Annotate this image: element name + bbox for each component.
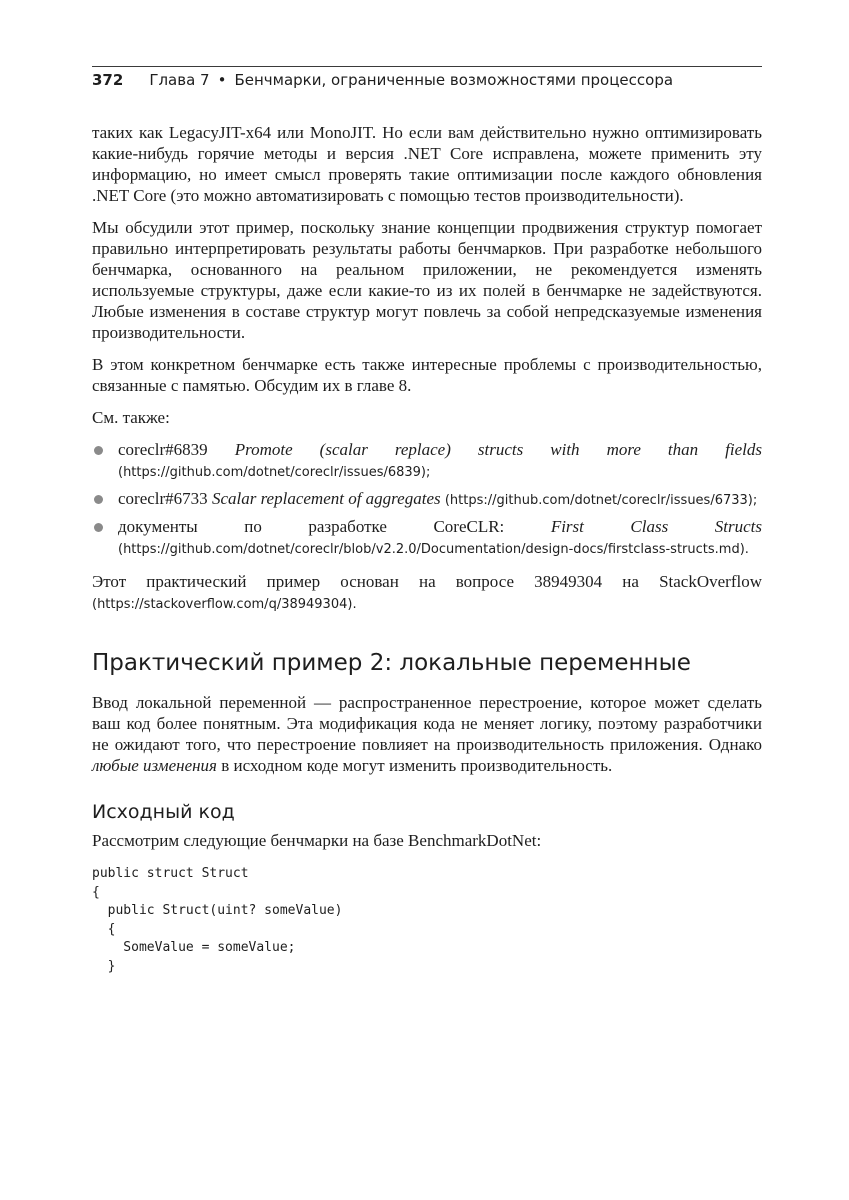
- list-item: [92, 488, 762, 511]
- paragraph: таких как LegacyJIT-x64 или MonoJIT. Но если вам действительно нужно оптимизировать какие-нибудь горячие методы и версия .NET Core исправлена, можете применить эту информацию, но имеет смысл проверять такие оптимизации после каждого обновления .NET Core (это можно автоматизировать с помощью тестов производительности).: [92, 123, 762, 205]
- bullet-icon: [94, 495, 103, 504]
- source-note: [92, 571, 762, 615]
- reference-title: Scalar replacement of aggregates: [211, 489, 441, 508]
- header-bullet: •: [217, 71, 227, 89]
- subsection-lead: Рассмотрим следующие бенчмарки на базе BenchmarkDotNet:: [92, 831, 542, 850]
- chapter-title: Бенчмарки, ограниченные возможностями процессора: [234, 71, 674, 89]
- bullet-icon: [94, 446, 103, 455]
- paragraph: Мы обсудили этот пример, поскольку знание концепции продвижения структур помогает правильно интерпретировать результаты работы бенчмарков. При разработке небольшого бенчмарка, основанного на реальном приложении, не рекомендуется изменять используемые структуры, даже если какие-то из их полей в бенчмарке не задействуются. Любые изменения в составе структур могут повлечь за собой непредсказуемые изменения производительности.: [92, 218, 762, 342]
- intro-text: Ввод локальной переменной — распространенное перестроение, которое может сделать ваш код более понятным. Эта модификация кода не меняет логику, поэтому разработчики не ожидают того, что перестроение повлияет на производительность приложения. Однако: [92, 693, 762, 754]
- reference-prefix: coreclr#6733: [118, 489, 212, 508]
- source-note-text: Этот практический пример основан на вопросе 38949304 на StackOverflow: [92, 572, 762, 591]
- page-body: [92, 122, 762, 976]
- source-note-link[interactable]: (https://stackoverflow.com/q/38949304).: [92, 597, 357, 612]
- reference-link[interactable]: (https://github.com/dotnet/coreclr/issues/6839);: [118, 465, 431, 480]
- subsection-heading: Исходный код: [92, 801, 235, 823]
- reference-title: First Class Structs: [550, 517, 762, 536]
- chapter-label: Глава 7: [149, 71, 210, 89]
- reference-prefix: документы по разработке CoreCLR:: [118, 517, 551, 536]
- reference-list: [92, 439, 762, 560]
- reference-prefix: coreclr#6839: [118, 440, 235, 459]
- page-number: 372: [92, 71, 124, 89]
- section-heading: Практический пример 2: локальные переменные: [92, 650, 691, 676]
- running-header: [92, 66, 762, 93]
- intro-text-end: в исходном коде могут изменить производительность.: [216, 756, 613, 775]
- code-listing: public struct Struct { public Struct(uint? someValue) { SomeValue = someValue; }: [92, 866, 343, 974]
- list-item: [92, 439, 762, 483]
- intro-emphasis: любые изменения: [92, 756, 217, 775]
- section-intro: [92, 692, 762, 776]
- see-also-label: См. также:: [92, 408, 170, 427]
- list-item: [92, 516, 762, 560]
- reference-title: Promote (scalar replace) structs with more than fields: [234, 440, 762, 459]
- paragraph: В этом конкретном бенчмарке есть также интересные проблемы с производительностью, связанные с памятью. Обсудим их в главе 8.: [92, 355, 762, 395]
- reference-link[interactable]: (https://github.com/dotnet/coreclr/issues/6733);: [444, 493, 758, 508]
- reference-link[interactable]: (https://github.com/dotnet/coreclr/blob/v2.2.0/Documentation/design-docs/firstclass-structs.md).: [118, 542, 749, 557]
- bullet-icon: [94, 523, 103, 532]
